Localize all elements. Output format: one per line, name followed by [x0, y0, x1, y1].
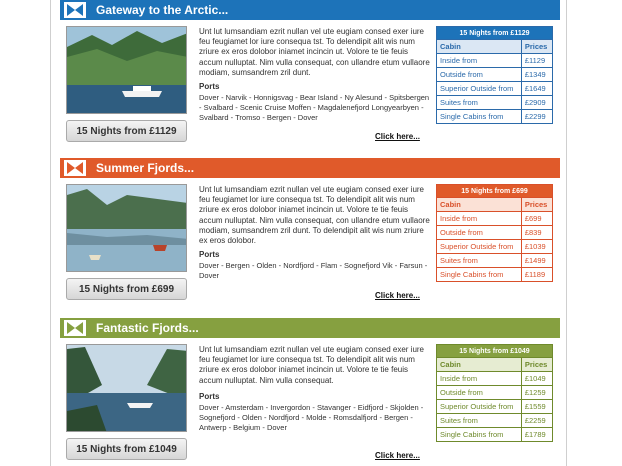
cabin-type: Suites from — [437, 254, 522, 268]
cabin-type: Superior Outside from — [437, 240, 522, 254]
col-prices-header: Prices — [521, 358, 552, 372]
section-header — [60, 158, 560, 178]
cabin-type: Inside from — [437, 372, 522, 386]
cabin-price: £2299 — [521, 110, 552, 124]
price-button[interactable]: 15 Nights from £1049 — [66, 438, 187, 460]
ports-list: Dover - Amsterdam - Invergordon - Stavanger - Eidfjord - Skjolden - Sognefjord - Olden - Nordfjord - Molde - Romsdalfjord - Bergen - Antwerp - Belgium - Dover — [199, 403, 424, 432]
click-here-link[interactable]: Click here... — [375, 132, 420, 141]
cabin-type: Suites from — [437, 96, 522, 110]
cruise-description: Unt lut lumsandiam ezrit nullan vel ute eugiam consed exer iure feu feugiamet lor iure consequa tst. To delendipit alit wis num zriure ex eros dolobor iniamet incincin ut. Volore te tie feuis accum nulluptat. Nim vulla consequat, con ullandre etum vullaore modiam, sumsandrem zril dunt. — [199, 27, 430, 77]
price-table-row — [437, 428, 553, 442]
cruise-section-fantastic-fjords — [60, 318, 560, 460]
section-title: Fantastic Fjords... — [96, 321, 199, 335]
price-table — [436, 184, 553, 282]
col-cabin-header: Cabin — [437, 198, 522, 212]
cabin-type: Single Cabins from — [437, 268, 522, 282]
section-header — [60, 0, 560, 20]
cabin-type: Single Cabins from — [437, 110, 522, 124]
price-table-caption: 15 Nights from £1049 — [437, 345, 553, 358]
price-table-row — [437, 386, 553, 400]
cabin-type: Superior Outside from — [437, 400, 522, 414]
click-here-link[interactable]: Click here... — [375, 291, 420, 300]
cabin-price: £2909 — [521, 96, 552, 110]
cabin-price: £839 — [521, 226, 552, 240]
price-table — [436, 344, 553, 442]
frame-border-left — [50, 0, 51, 466]
cabin-price: £1259 — [521, 386, 552, 400]
price-table-row — [437, 240, 553, 254]
cruise-section-arctic — [60, 0, 560, 141]
cabin-price: £1499 — [521, 254, 552, 268]
frame-border-right — [566, 0, 567, 466]
ports-label: Ports — [199, 82, 220, 91]
ports-list: Dover - Bergen - Olden - Nordfjord - Flam - Sognefjord Vik - Farsun - Dover — [199, 261, 428, 280]
cabin-type: Outside from — [437, 226, 522, 240]
section-title: Summer Fjords... — [96, 161, 195, 175]
cabin-type: Outside from — [437, 386, 522, 400]
cabin-type: Single Cabins from — [437, 428, 522, 442]
price-table-row — [437, 414, 553, 428]
cabin-price: £2259 — [521, 414, 552, 428]
cabin-price: £1129 — [521, 54, 552, 68]
cabin-type: Suites from — [437, 414, 522, 428]
cruise-description: Unt lut lumsandiam ezrit nullan vel ute eugiam consed exer iure feu feugiamet lor iure consequa tst. To delendipit alit wis num zriure ex eros dolobor iniamet incincin ut. Volore te tie feuis accum nulluptat. Nim vulla consequat, con ullandre etum vullaore modiam, sumsandrem zril dunt. To delendipit alit wis num zriure ex eros dolobor. — [199, 185, 430, 246]
ports-label: Ports — [199, 250, 220, 259]
price-table-row — [437, 400, 553, 414]
cruise-logo-icon — [62, 0, 88, 20]
price-table — [436, 26, 553, 124]
cabin-price: £1189 — [521, 268, 552, 282]
cabin-type: Inside from — [437, 212, 522, 226]
cabin-price: £1039 — [521, 240, 552, 254]
cabin-price: £1649 — [521, 82, 552, 96]
price-button[interactable]: 15 Nights from £1129 — [66, 120, 187, 142]
price-table-row — [437, 110, 553, 124]
ports-label: Ports — [199, 392, 220, 401]
price-table-caption: 15 Nights from £1129 — [437, 27, 553, 40]
price-table-row — [437, 372, 553, 386]
cabin-price: £1559 — [521, 400, 552, 414]
col-cabin-header: Cabin — [437, 40, 522, 54]
price-table-row — [437, 54, 553, 68]
price-table-row — [437, 68, 553, 82]
cabin-type: Inside from — [437, 54, 522, 68]
cabin-price: £1049 — [521, 372, 552, 386]
price-table-caption: 15 Nights from £699 — [437, 185, 553, 198]
fantastic-fjords-photo[interactable] — [66, 344, 187, 432]
section-header — [60, 318, 560, 338]
summer-fjords-photo[interactable] — [66, 184, 187, 272]
col-cabin-header: Cabin — [437, 358, 522, 372]
cruise-description: Unt lut lumsandiam ezrit nullan vel ute eugiam consed exer iure feu feugiamet lor iure consequa tst. To delendipit alit wis num zriure ex eros dolobor iniamet incincin ut. Volore te tie feuis accum nulluptat. Nim vulla consequat. — [199, 345, 425, 385]
col-prices-header: Prices — [521, 40, 552, 54]
cabin-price: £1349 — [521, 68, 552, 82]
price-table-row — [437, 226, 553, 240]
cruise-logo-icon — [62, 318, 88, 338]
cabin-price: £1789 — [521, 428, 552, 442]
cruise-logo-icon — [62, 158, 88, 178]
col-prices-header: Prices — [521, 198, 552, 212]
cabin-price: £699 — [521, 212, 552, 226]
ports-list: Dover - Narvik - Honnigsvag - Bear Island - Ny Alesund - Spitsbergen - Svalbard - Scenic Cruise Moffen - Magdalenefjord Longyearbyen - Svalbard - Tromso - Bergen - Dover — [199, 93, 430, 122]
section-title: Gateway to the Arctic... — [96, 3, 229, 17]
price-table-row — [437, 268, 553, 282]
cabin-type: Superior Outside from — [437, 82, 522, 96]
cruise-section-summer-fjords — [60, 158, 560, 300]
price-button[interactable]: 15 Nights from £699 — [66, 278, 187, 300]
arctic-cruise-photo[interactable] — [66, 26, 187, 114]
price-table-row — [437, 212, 553, 226]
price-table-row — [437, 96, 553, 110]
price-table-row — [437, 254, 553, 268]
cabin-type: Outside from — [437, 68, 522, 82]
click-here-link[interactable]: Click here... — [375, 451, 420, 460]
price-table-row — [437, 82, 553, 96]
